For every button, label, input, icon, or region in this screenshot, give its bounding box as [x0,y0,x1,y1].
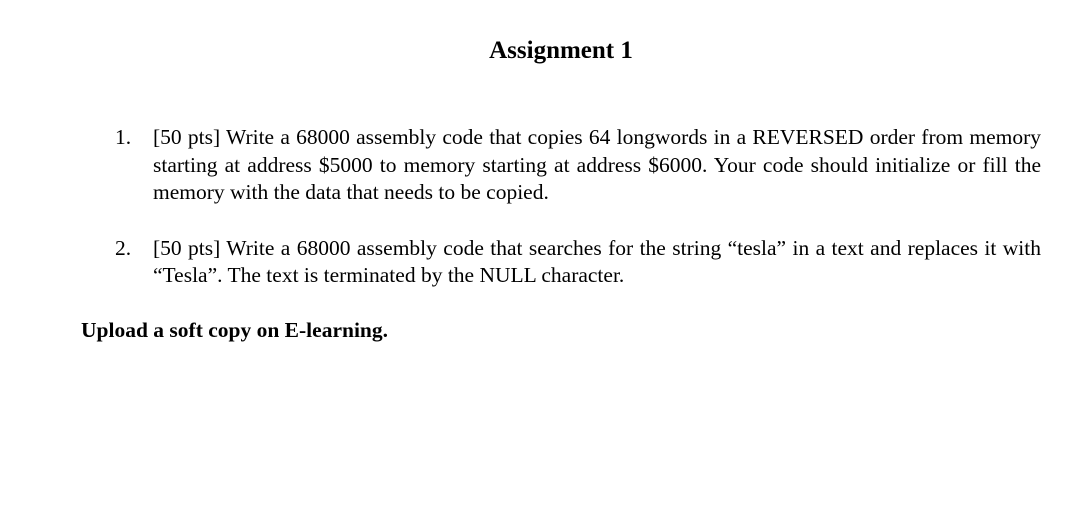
question-text: [50 pts] Write a 68000 assembly code that searches for the string “tesla” in a text and replaces it with “Tesla”. The text is terminated by the NULL character. [153,235,1041,287]
question-list [0,124,1090,290]
question-item-1 [0,124,1090,207]
upload-instruction: Upload a soft copy on E-learning. [81,318,389,342]
question-text: [50 pts] Write a 68000 assembly code that copies 64 longwords in a REVERSED order from memory starting at address $5000 to memory starting at address $6000. Your code should initialize or fill the memory with the data that needs to be copied. [153,125,1041,204]
question-number: 2. [115,235,132,260]
document-title: Assignment 1 [489,37,633,64]
question-number: 1. [115,125,132,149]
question-item-2 [0,235,1090,290]
